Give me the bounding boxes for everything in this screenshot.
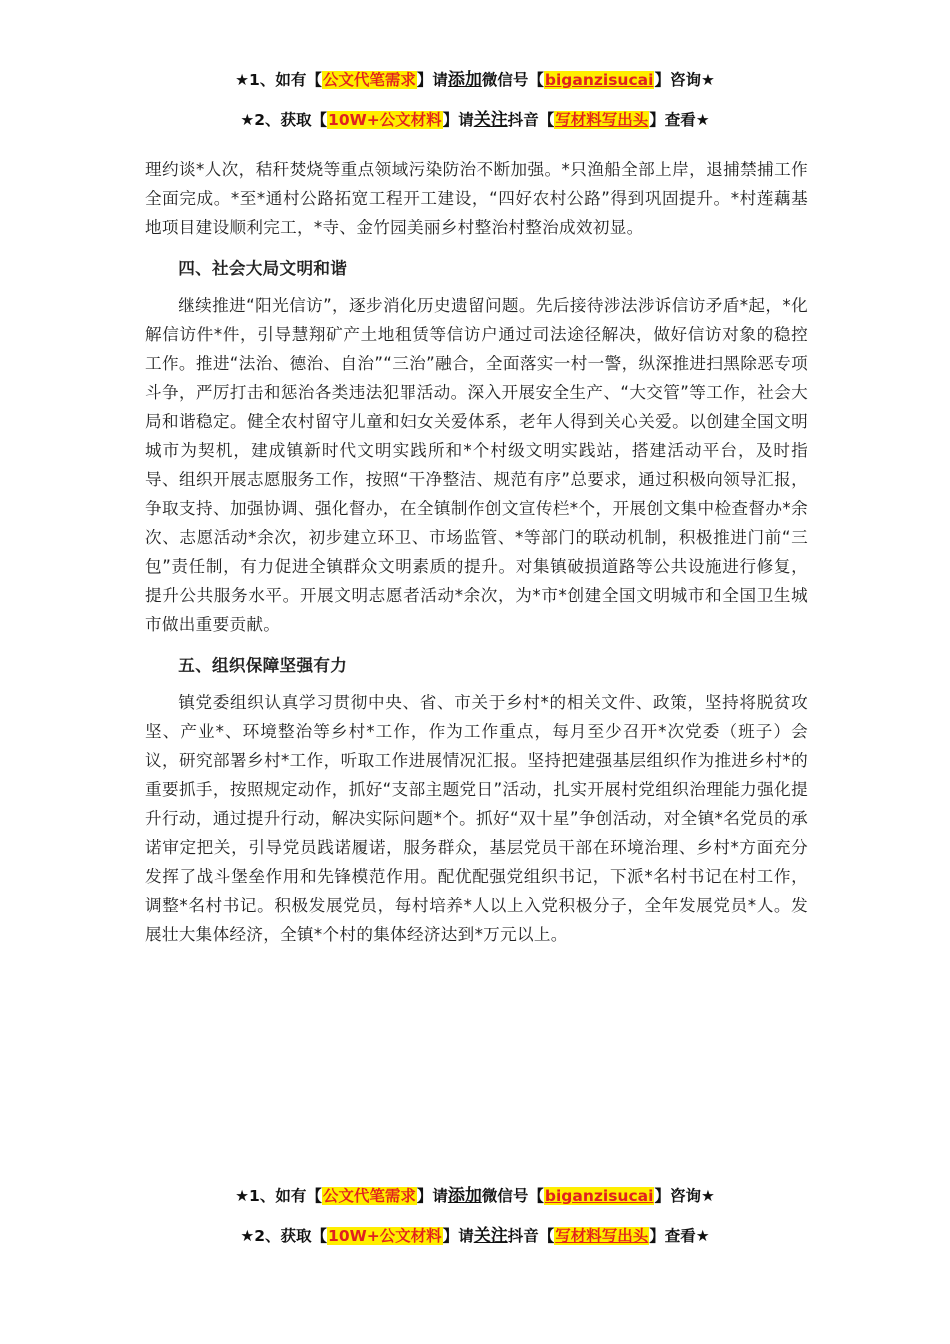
banner-text: 】查看★	[649, 111, 710, 129]
douyin-id-highlight: 写材料写出头	[555, 111, 649, 129]
banner-text: ★2、获取【	[240, 1227, 328, 1245]
banner-emphasis: 添加	[447, 1186, 482, 1206]
section-heading-5: 五、组织保障坚强有力	[178, 656, 348, 675]
douyin-id-highlight: 写材料写出头	[555, 1227, 649, 1245]
bottom-banner	[0, 1176, 950, 1256]
banner-emphasis: 添加	[447, 70, 482, 90]
banner-emphasis: 关注	[473, 1226, 508, 1246]
paragraph-intro: 理约谈*人次，秸秆焚烧等重点领域污染防治不断加强。*只渔船全部上岸，退捕禁捕工作全面完成。*至*通村公路拓宽工程开工建设，“四好农村公路”得到巩固提升。*村莲藕基地项目建设顺利完工，*寺、金竹园美丽乡村整治村整治成效初显。	[145, 160, 808, 237]
banner-text: ★1、如有【	[235, 71, 322, 89]
banner-highlight: 10W+公文材料	[328, 111, 442, 129]
banner-text: 】请	[416, 1187, 448, 1205]
wechat-id-highlight: biganzisucai	[544, 1187, 654, 1205]
wechat-id-highlight: biganzisucai	[544, 71, 654, 89]
banner-highlight: 公文代笔需求	[322, 71, 416, 89]
document-body	[145, 155, 808, 949]
banner-text: 】请	[416, 71, 448, 89]
banner-highlight: 10W+公文材料	[328, 1227, 442, 1245]
banner-emphasis: 关注	[473, 110, 508, 130]
top-banner-line-1	[0, 60, 950, 100]
banner-text: 】咨询★	[654, 1187, 715, 1205]
banner-text: ★2、获取【	[240, 111, 328, 129]
paragraph-section-5: 镇党委组织认真学习贯彻中央、省、市关于乡村*的相关文件、政策，坚持将脱贫攻坚、产业*、环境整治等乡村*工作，作为工作重点，每月至少召开*次党委（班子）会议，研究部署乡村*工作，听取工作进展情况汇报。坚持把建强基层组织作为推进乡村*的重要抓手，按照规定动作，抓好“支部主题党日”活动，扎实开展村党组织治理能力强化提升行动，通过提升行动，解决实际问题*个。抓好“双十星”争创活动，对全镇*名党员的承诺审定把关，引导党员践诺履诺，服务群众，基层党员干部在环境治理、乡村*方面充分发挥了战斗堡垒作用和先锋模范作用。配优配强党组织书记，下派*名村书记在村工作，调整*名村书记。积极发展党员，每村培养*人以上入党积极分子，全年发展党员*人。发展壮大集体经济，全镇*个村的集体经济达到*万元以上。	[145, 693, 808, 944]
banner-text: 抖音【	[507, 1227, 555, 1245]
section-heading-4: 四、社会大局文明和谐	[178, 259, 348, 278]
banner-text: 微信号【	[481, 1187, 544, 1205]
banner-text: 】请	[442, 111, 474, 129]
top-banner-line-2	[0, 100, 950, 140]
banner-text: 】咨询★	[654, 71, 715, 89]
banner-text: 】查看★	[649, 1227, 710, 1245]
banner-text: 微信号【	[481, 71, 544, 89]
bottom-banner-line-2	[0, 1216, 950, 1256]
paragraph-section-4: 继续推进“阳光信访”，逐步消化历史遗留问题。先后接待涉法涉诉信访矛盾*起，*化解信访件*件，引导慧翔矿产土地租赁等信访户通过司法途径解决，做好信访对象的稳控工作。推进“法治、德治、自治”“三治”融合，全面落实一村一警，纵深推进扫黑除恶专项斗争，严厉打击和惩治各类违法犯罪活动。深入开展安全生产、“大交管”等工作，社会大局和谐稳定。健全农村留守儿童和妇女关爱体系，老年人得到关心关爱。以创建全国文明城市为契机，建成镇新时代文明实践所和*个村级文明实践站，搭建活动平台，及时指导、组织开展志愿服务工作，按照“干净整洁、规范有序”总要求，通过积极向领导汇报，争取支持、加强协调、强化督办，在全镇制作创文宣传栏*个，开展创文集中检查督办*余次、志愿活动*余次，初步建立环卫、市场监管、*等部门的联动机制，积极推进门前“三包”责任制，有力促进全镇群众文明素质的提升。对集镇破损道路等公共设施进行修复，提升公共服务水平。开展文明志愿者活动*余次，为*市*创建全国文明城市和全国卫生城市做出重要贡献。	[145, 296, 808, 634]
banner-text: 抖音【	[507, 111, 555, 129]
banner-text: 】请	[442, 1227, 474, 1245]
top-banner	[0, 60, 950, 140]
banner-text: ★1、如有【	[235, 1187, 322, 1205]
banner-highlight: 公文代笔需求	[322, 1187, 416, 1205]
bottom-banner-line-1	[0, 1176, 950, 1216]
